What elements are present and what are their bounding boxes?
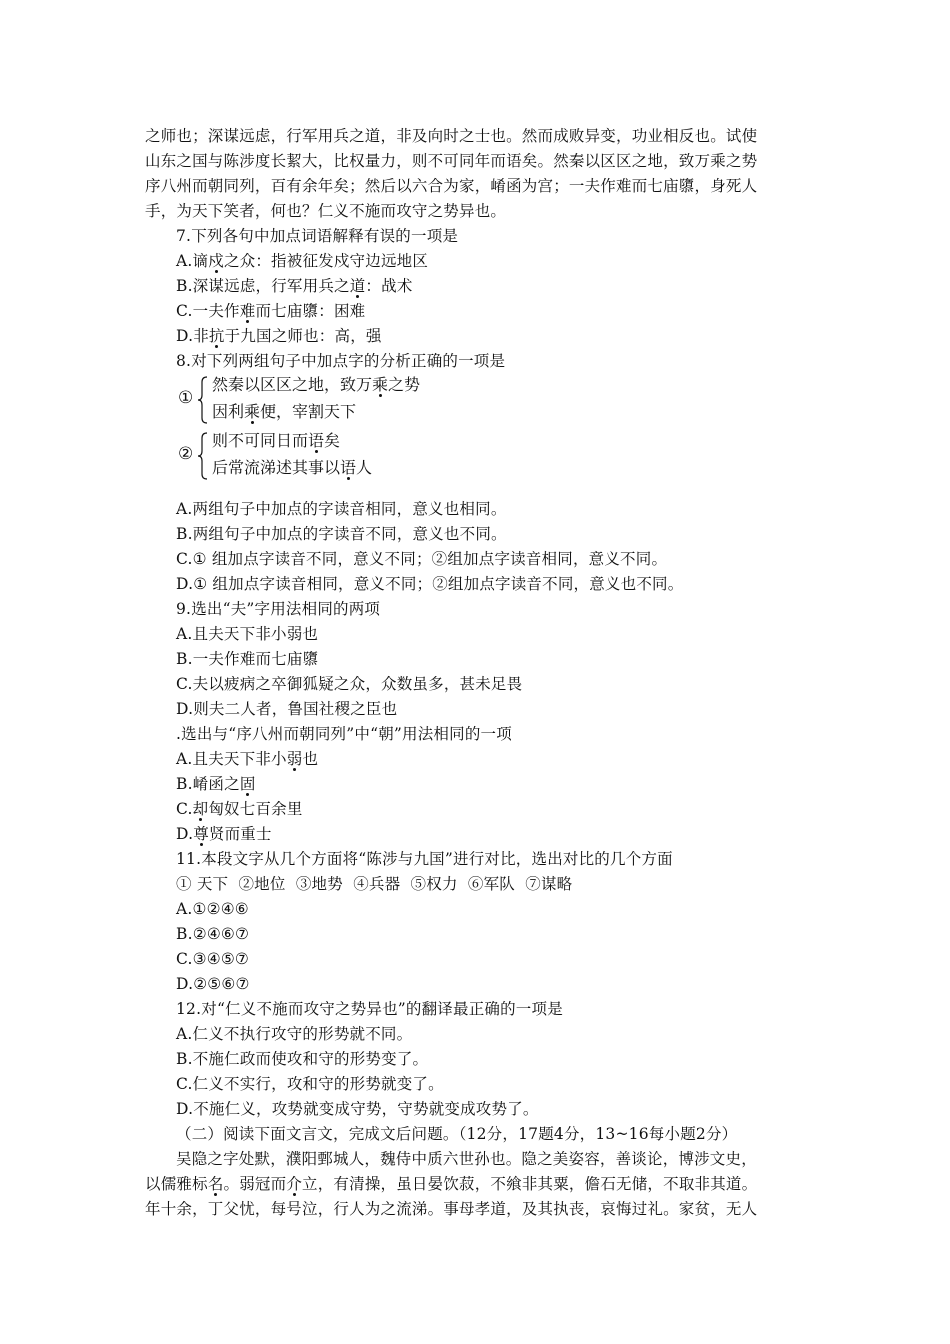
option-b: B.②④⑥⑦ [176, 925, 250, 943]
dotted-char: 尊 [193, 825, 209, 843]
passage-line: 山东之国与陈涉度长絜大，比权量力，则不可同年而语矣。然秦以区区之地，致万乘之势 [145, 152, 758, 170]
option-d: D.不施仁义，攻势就变成守势，守势就变成攻势了。 [176, 1100, 539, 1118]
dotted-char: 戍 [208, 252, 224, 270]
sentence-text: 然秦以区区之地，致万 [212, 375, 373, 394]
sentence-text: 之势 [388, 375, 421, 394]
option-d [176, 822, 846, 847]
option-a: A.两组句子中加点的字读音相同，意义也相同。 [176, 500, 507, 518]
questions-8-12 [145, 497, 846, 1122]
option-text: 于九国之师也：高，强 [224, 327, 382, 345]
dotted-char: 语 [340, 458, 357, 477]
option-text: A.谪 [176, 252, 209, 270]
sentence-text: 矣 [324, 431, 341, 450]
option-text: A.且夫天下非小 [176, 750, 287, 768]
question-stem: .选出与“序八州而朝同列”中“朝”用法相同的一项 [176, 725, 512, 743]
passage-line: 吴隐之字处默，濮阳鄄城人，魏侍中质六世孙也。隐之美姿容，善谈论，博涉文史， [176, 1150, 757, 1168]
question-stem: 12.对“仁义不施而攻守之势异也”的翻译最正确的一项是 [176, 1000, 563, 1018]
passage-line: 序八州而朝同列，百有余年矣；然后以六合为家，崤函为宫；一夫作难而七庙隳，身死人 [145, 177, 758, 195]
dotted-char: 语 [308, 431, 325, 450]
option-text: 贤而重士 [208, 825, 272, 843]
section-2 [145, 1122, 815, 1222]
group-sentence-a [212, 374, 420, 396]
option-a [176, 249, 846, 274]
option-text: B.崤函之 [176, 775, 240, 793]
option-d: D.②⑤⑥⑦ [176, 975, 250, 993]
option-d [176, 324, 846, 349]
group-sentence-b [212, 457, 372, 479]
sentence-text: 则不可同日而 [212, 431, 309, 450]
passage-text: 。弱冠而 [223, 1175, 287, 1193]
option-a: A.①②④⑥ [176, 900, 249, 918]
option-a [176, 747, 846, 772]
passage-line: 手，为天下笑者，何也？仁义不施而攻守之势异也。 [145, 202, 507, 220]
sentence-text: 因利 [212, 402, 245, 421]
option-text: D.非 [176, 327, 209, 345]
option-c [176, 797, 846, 822]
left-brace-icon [198, 376, 208, 424]
option-text: 而七庙隳：困难 [255, 302, 366, 320]
option-c: C.仁义不实行，攻和守的形势就变了。 [176, 1075, 444, 1093]
passage-line: 之师也；深谋远虑，行军用兵之道，非及向时之士也。然而成败异变，功业相反也。试使 [145, 127, 758, 145]
option-a: A.且夫天下非小弱也 [176, 625, 319, 643]
sentence-text: 便，宰割天下 [260, 402, 357, 421]
sentence-group-2 [178, 430, 598, 484]
section-heading: （二）阅读下面文言文，完成文后问题。（12分，17题4分，13~16每小题2分） [176, 1125, 738, 1143]
option-text: 也 [302, 750, 319, 768]
passage-line: 年十余，丁父忧，每号泣，行人为之流涕。事母孝道，及其执丧，哀悔过礼。家贫，无人 [145, 1200, 758, 1218]
group-sentence-b [212, 401, 356, 423]
option-b: B.不施仁政而使攻和守的形势变了。 [176, 1050, 429, 1068]
aspect-list: ① 天下 ②地位 ③地势 ④兵器 ⑤权力 ⑥军队 ⑦谋略 [176, 875, 573, 893]
passage-text: 立，有清操，虽日晏饮菽，不飨非其粟，儋石无储，不取非其道。 [302, 1175, 758, 1193]
option-c [176, 299, 846, 324]
option-b: B.一夫作难而七庙隳 [176, 650, 319, 668]
question-stem: 11.本段文字从几个方面将“陈涉与九国”进行对比，选出对比的几个方面 [176, 850, 673, 868]
dotted-char: 弱 [286, 750, 303, 768]
group-sentence-a [212, 430, 340, 452]
option-d: D.① 组加点字读音相同，意义不同；②组加点字读音不同，意义也不同。 [176, 575, 684, 593]
question-7 [145, 224, 846, 374]
option-c: C.夫以疲病之卒御狐疑之众，众数虽多，甚未足畏 [176, 675, 523, 693]
sentence-text: 人 [356, 458, 373, 477]
dotted-char: 介 [286, 1175, 303, 1193]
dotted-char: 难 [239, 302, 256, 320]
sentence-group-1 [178, 374, 598, 428]
group-number: ① [178, 388, 194, 408]
dotted-char: 固 [239, 775, 256, 793]
option-text: D. [176, 825, 194, 843]
dotted-char: 却 [192, 800, 209, 818]
option-d: D.则夫二人者，鲁国社稷之臣也 [176, 700, 398, 718]
dotted-char: 乘 [244, 402, 261, 421]
group-number: ② [178, 444, 194, 464]
dotted-char: 道 [349, 277, 366, 295]
question-stem: 8.对下列两组句子中加点字的分析正确的一项是 [176, 352, 506, 370]
option-text: 之众：指被征发戍守边远地区 [223, 252, 429, 270]
question-stem: 7.下列各句中加点词语解释有误的一项是 [176, 227, 459, 245]
option-text: C. [176, 800, 193, 818]
sentence-text: 后常流涕述其事以 [212, 458, 341, 477]
option-b [176, 274, 846, 299]
option-b: B.两组句子中加点的字读音不同，意义也不同。 [176, 525, 507, 543]
option-text: B.深谋远虑，行军用兵之 [176, 277, 350, 295]
option-c: C.③④⑤⑦ [176, 950, 250, 968]
intro-passage [145, 124, 815, 224]
option-c: C.① 组加点字读音不同，意义不同；②组加点字读音相同，意义不同。 [176, 550, 668, 568]
option-a: A.仁义不执行攻守的形势就不同。 [176, 1025, 413, 1043]
left-brace-icon [198, 432, 208, 480]
option-b [176, 772, 846, 797]
dotted-char: 名 [207, 1175, 224, 1193]
option-text: C.一夫作 [176, 302, 240, 320]
dotted-char: 抗 [208, 327, 225, 345]
option-text: ：战术 [365, 277, 413, 295]
option-text: 匈奴七百余里 [208, 800, 303, 818]
passage-text: 以儒雅标 [145, 1175, 208, 1193]
question-stem: 9.选出“夫”字用法相同的两项 [176, 600, 381, 618]
passage-line [145, 1172, 815, 1197]
dotted-char: 乘 [372, 375, 389, 394]
